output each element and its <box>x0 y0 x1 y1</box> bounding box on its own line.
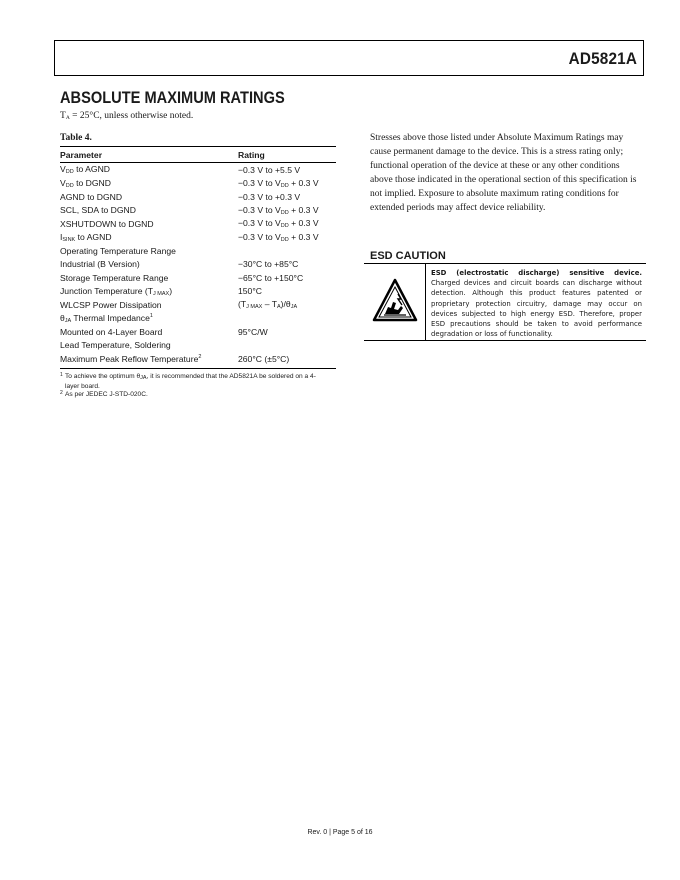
table-row <box>60 190 336 204</box>
table-row <box>60 298 336 312</box>
footnote-ref: 2 <box>198 353 202 360</box>
rating-cell: $(T_{J MAX} - T_A)/\theta_{JA}$ <box>238 299 298 311</box>
esd-caution-box <box>364 263 646 341</box>
parameter-cell: $I_{SINK}$ to AGND <box>60 231 112 243</box>
footnote: 1 To achieve the optimum $\theta_{JA}$, it is recommended that the AD5821A be soldered on a 4-layer board. <box>60 372 316 390</box>
table-row <box>60 312 336 326</box>
parameter-cell: Mounted on 4-Layer Board <box>60 326 163 337</box>
parameter-cell: $V_{DD}$ to DGND <box>60 177 111 189</box>
test-conditions: $T_A = 25^\circ C$, unless otherwise noted. <box>60 111 194 121</box>
rating-cell: 260°C (±5°C) <box>238 352 336 368</box>
table-row <box>60 325 336 339</box>
parameter-cell: Industrial (B Version) <box>60 259 140 270</box>
rating-cell: −65°C to +150°C <box>238 272 304 283</box>
rating-cell: −0.3 V to $V_{DD} + 0.3$ V <box>238 204 319 216</box>
table-header-row <box>60 147 336 163</box>
footnote-ref: 1 <box>149 312 153 319</box>
table-row <box>60 244 336 258</box>
rating-cell: −30°C to +85°C <box>238 259 299 270</box>
table-row <box>60 217 336 231</box>
esd-warning-icon <box>372 278 418 324</box>
table-caption: Table 4. <box>60 133 92 143</box>
parameter-cell: Lead Temperature, Soldering <box>60 340 171 351</box>
column-header-rating: Rating <box>238 147 336 163</box>
absolute-max-ratings-table <box>60 146 336 369</box>
parameter-cell: XSHUTDOWN to DGND <box>60 218 154 229</box>
parameter-cell: Maximum Peak Reflow Temperature$^2$ <box>60 352 238 368</box>
rating-cell: −0.3 V to $V_{DD} + 0.3$ V <box>238 218 319 230</box>
parameter-cell: SCL, SDA to DGND <box>60 205 136 216</box>
part-number: AD5821A <box>568 49 637 68</box>
stress-paragraph: Stresses above those listed under Absolute Maximum Ratings may cause permanent damage to the device. This is a stress rating only; functional operation of the device at these or any other conditions above those indicated in the operational section of this specification is not implied. Exposure to absolute maximum rating conditions for extended periods may affect device reliability. <box>370 133 637 213</box>
column-header-parameter: Parameter <box>60 147 238 163</box>
table-footnotes <box>60 373 330 400</box>
parameter-cell: Storage Temperature Range <box>60 272 169 283</box>
esd-icon-cell <box>364 264 426 340</box>
rating-cell: −0.3 V to $V_{DD} + 0.3$ V <box>238 177 319 189</box>
rating-cell: −0.3 V to +5.5 V <box>238 164 301 175</box>
table-row <box>60 258 336 272</box>
page-header <box>54 40 644 76</box>
rating-cell <box>238 244 336 258</box>
table-row <box>60 177 336 191</box>
table-row <box>60 271 336 285</box>
parameter-cell: $V_{DD}$ to AGND <box>60 164 110 176</box>
page-footer: Rev. 0 | Page 5 of 16 <box>307 829 373 836</box>
section-title: ABSOLUTE MAXIMUM RATINGS <box>60 88 285 107</box>
table-row <box>60 339 336 353</box>
rating-cell: −0.3 V to $V_{DD} + 0.3$ V <box>238 231 319 243</box>
rating-cell <box>238 339 336 353</box>
parameter-cell: WLCSP Power Dissipation <box>60 299 162 310</box>
parameter-cell: $\theta_{JA}$ Thermal Impedance$^1$ <box>60 312 153 324</box>
parameter-cell: Junction Temperature $(T_{J MAX})$ <box>60 285 173 297</box>
table-row <box>60 204 336 218</box>
esd-caution-text: ESD (electrostatic discharge) sensitive device. Charged devices and circuit boards can discharge without detection. Although this product features patented or proprietary protection circuitry, damage may occur on devices subjected to high energy ESD. Therefore, proper ESD precautions should be taken to avoid performance degradation or loss of functionality. <box>431 269 642 339</box>
rating-cell <box>238 312 336 326</box>
esd-caution-heading: ESD CAUTION <box>370 250 446 262</box>
parameter-cell: Operating Temperature Range <box>60 245 176 256</box>
table-row <box>60 285 336 299</box>
rating-cell: 150°C <box>238 286 262 297</box>
rating-cell: −0.3 V to +0.3 V <box>238 191 301 202</box>
parameter-cell: AGND to DGND <box>60 191 123 202</box>
table-row <box>60 163 336 177</box>
rating-cell: 95°C/W <box>238 326 268 337</box>
footnote: 2 As per JEDEC J-STD-020C. <box>60 390 148 398</box>
table-row <box>60 352 336 368</box>
table-row <box>60 231 336 245</box>
